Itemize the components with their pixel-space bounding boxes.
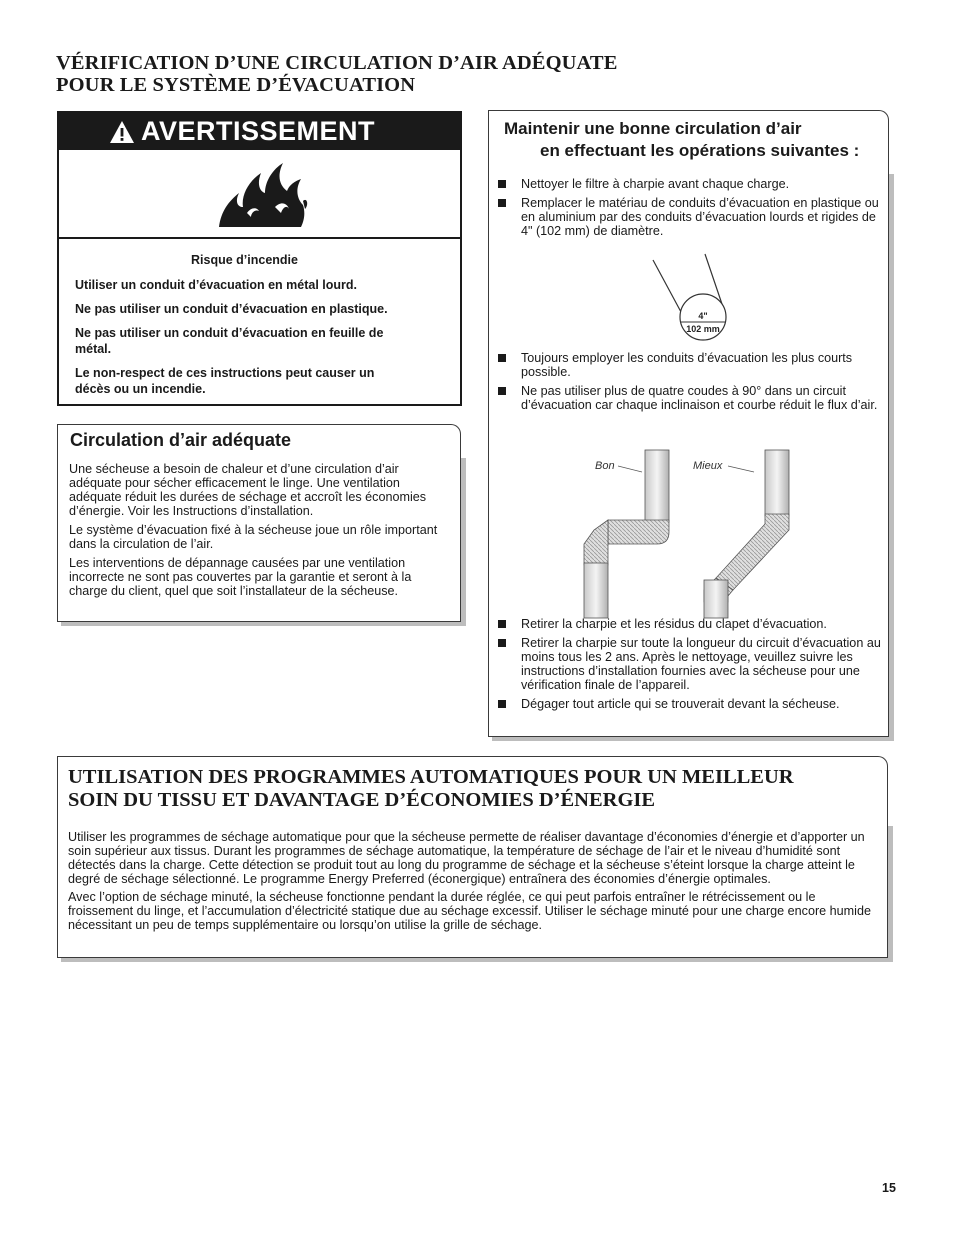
list-item: Remplacer le matériau de conduits d’évacuation en plastique ou en aluminium par des conduits d’évacuation lourds et rigides de 4" (102 mm) de diamètre. — [488, 196, 883, 238]
auto-programs-title — [58, 757, 887, 812]
warning-header-text: AVERTISSEMENT — [141, 116, 376, 146]
warning-line: Ne pas utiliser un conduit d’évacuation en plastique. — [75, 302, 388, 316]
duct-diameter-diagram — [643, 252, 743, 342]
warning-triangle-icon — [109, 120, 135, 144]
warning-line: Utiliser un conduit d’évacuation en métal lourd. — [75, 278, 357, 292]
label-good: Bon — [595, 460, 615, 472]
diameter-mm-label: 102 mm — [686, 324, 720, 334]
maintain-panel — [488, 110, 889, 737]
circulation-title: Circulation d’air adéquate — [70, 430, 292, 450]
diameter-inch-label: 4" — [698, 311, 708, 321]
auto-programs-body — [68, 830, 876, 936]
page-title — [56, 52, 617, 96]
elbow-comparison-diagram — [578, 440, 808, 620]
list-item: Ne pas utiliser plus de quatre coudes à 90° dans un circuit d’évacuation car chaque inclinaison et courbe réduit le flux d’air. — [488, 384, 883, 412]
maintain-list-b — [488, 351, 883, 417]
warning-risk-title: Risque d’incendie — [191, 253, 298, 267]
warning-header — [59, 113, 460, 150]
circulation-body — [69, 462, 449, 603]
page-title-line-2: POUR LE SYSTÈME D’ÉVACUATION — [56, 74, 416, 96]
auto-paragraph: Avec l’option de séchage minuté, la sécheuse fonctionne pendant la durée réglée, ce qui peut parfois entraîner le rétrécissement ou le froissement du linge, et l’accumulation d’électricité statique due au séchage excessif. Utiliser le séchage minuté pour une charge encore humide nécessitant un peu de temps supplémentaire ou lorsqu’on utilise la grille de séchage. — [68, 890, 871, 932]
circulation-paragraph: Le système d’évacuation fixé à la sécheuse joue un rôle important dans la circulation de l’air. — [69, 523, 438, 551]
list-item: Retirer la charpie et les résidus du clapet d’évacuation. — [488, 617, 883, 631]
page-title-line-1: VÉRIFICATION D’UNE CIRCULATION D’AIR ADÉQUATE — [56, 52, 618, 74]
circulation-paragraph: Une sécheuse a besoin de chaleur et d’une circulation d’air adéquate pour sécher efficacement le linge. Une ventilation adéquate réduit les durées de séchage et accroît les économies d’énergie. Voir les Instructions d’installation. — [69, 462, 427, 518]
maintain-title-line-2: en effectuant les opérations suivantes : — [540, 141, 860, 160]
maintain-title — [489, 111, 888, 162]
maintain-list-c — [488, 617, 883, 716]
auto-title-line-1: UTILISATION DES PROGRAMMES AUTOMATIQUES POUR UN MEILLEUR — [68, 766, 794, 788]
warning-icon-area — [59, 150, 460, 239]
warning-body — [59, 239, 460, 397]
list-item: Toujours employer les conduits d’évacuation les plus courts possible. — [488, 351, 883, 379]
page-number: 15 — [882, 1181, 896, 1195]
maintain-list-a — [488, 177, 883, 243]
circulation-panel — [57, 424, 461, 622]
label-better: Mieux — [693, 460, 723, 472]
list-item: Nettoyer le filtre à charpie avant chaque charge. — [488, 177, 883, 191]
list-item: Retirer la charpie sur toute la longueur du circuit d’évacuation au moins tous les 2 ans. Après le nettoyage, veuillez suivre les instructions d’installation fournies avec la sécheuse pour une vérification finale de l’appareil. — [488, 636, 883, 692]
auto-title-line-2: SOIN DU TISSU ET DAVANTAGE D’ÉCONOMIES D’ÉNERGIE — [68, 789, 656, 811]
circulation-paragraph: Les interventions de dépannage causées par une ventilation incorrecte ne sont pas couvertes par la garantie et seront à la charge du client, quel que soit l’installateur de la sécheuse. — [69, 556, 412, 598]
list-item: Dégager tout article qui se trouverait devant la sécheuse. — [488, 697, 883, 711]
warning-box — [57, 111, 462, 406]
auto-paragraph: Utiliser les programmes de séchage automatique pour que la sécheuse permette de réaliser davantage d’économies d’énergie et d’apporter un soin supérieur aux tissus. Durant les programmes de séchage automatique, la température de séchage de l’air et le niveau d’humidité sont détectés dans la charge. Cette détection se produit tout au long du programme de séchage et la sécheuse s’éteint lorsque la charge atteint le degré de séchage sélectionné. Le programme Energy Preferred (éconergique) entraînera des économies d’énergie optimales. — [68, 830, 865, 886]
auto-programs-panel — [57, 756, 888, 958]
warning-line: Ne pas utiliser un conduit d’évacuation en feuille de métal. — [75, 326, 384, 356]
fire-icon — [217, 161, 309, 229]
maintain-title-line-1: Maintenir une bonne circulation d’air — [504, 119, 802, 138]
warning-line: Le non-respect de ces instructions peut causer un décès ou un incendie. — [75, 366, 375, 396]
